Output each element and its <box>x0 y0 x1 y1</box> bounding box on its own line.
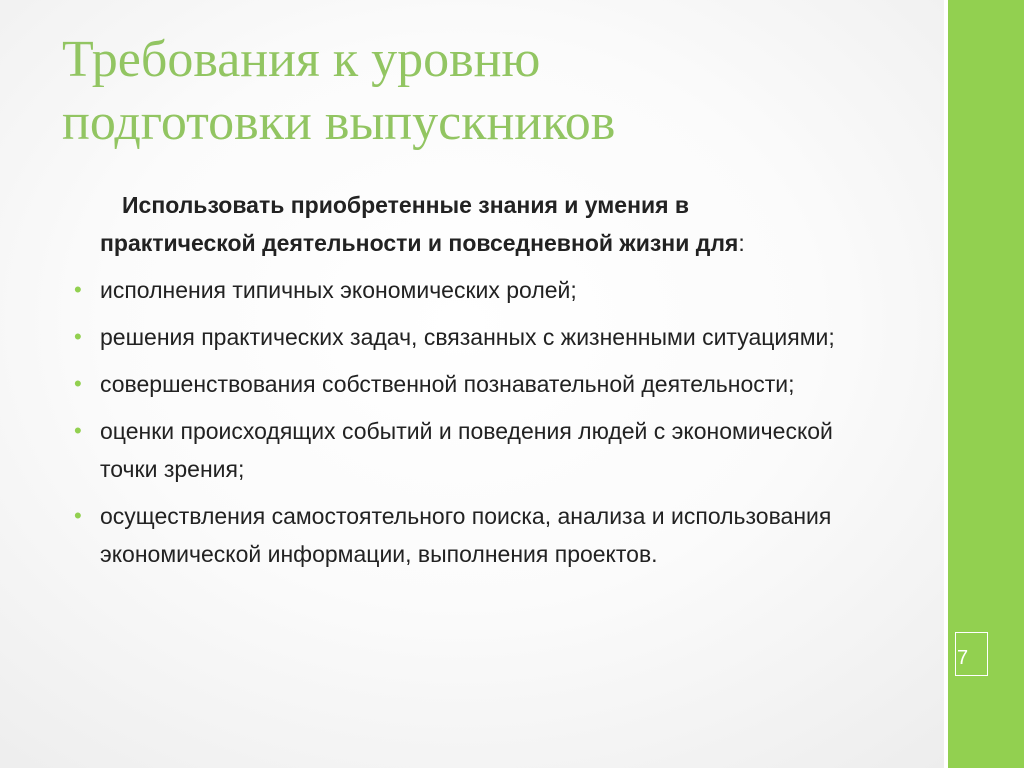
lead-line-2-text: практической деятельности и повседневной жизни для <box>100 230 739 256</box>
list-item <box>0 318 890 356</box>
lead-line-1: Использовать приобретенные знания и умения в <box>122 192 690 218</box>
list-item-text: решения практических задач, связанных с жизненными ситуациями; <box>100 324 835 350</box>
slide-content <box>0 186 940 573</box>
slide-number: 7 <box>957 647 969 669</box>
slide-title-line-2: подготовки выпускников <box>62 94 616 151</box>
bullet-icon: • <box>74 324 82 349</box>
slide-title <box>62 28 922 154</box>
list-item <box>0 365 890 403</box>
list-item <box>0 271 890 309</box>
slide-title-line-1: Требования к уровню <box>62 31 541 88</box>
list-item <box>0 497 890 573</box>
list-item-text: оценки происходящих событий и поведения людей с экономической точки зрения; <box>100 418 833 482</box>
bullet-list <box>0 271 940 573</box>
list-item-text: исполнения типичных экономических ролей; <box>100 277 577 303</box>
list-item-text: осуществления самостоятельного поиска, анализа и использования экономической информации, выполнения проектов. <box>100 503 832 567</box>
lead-colon: : <box>738 230 745 256</box>
bullet-icon: • <box>74 418 82 443</box>
bullet-icon: • <box>74 277 82 302</box>
list-item <box>0 412 890 488</box>
lead-paragraph <box>0 186 940 262</box>
lead-line-2 <box>100 224 940 262</box>
bullet-icon: • <box>74 503 82 528</box>
list-item-text: совершенствования собственной познавательной деятельности; <box>100 371 795 397</box>
bullet-icon: • <box>74 371 82 396</box>
